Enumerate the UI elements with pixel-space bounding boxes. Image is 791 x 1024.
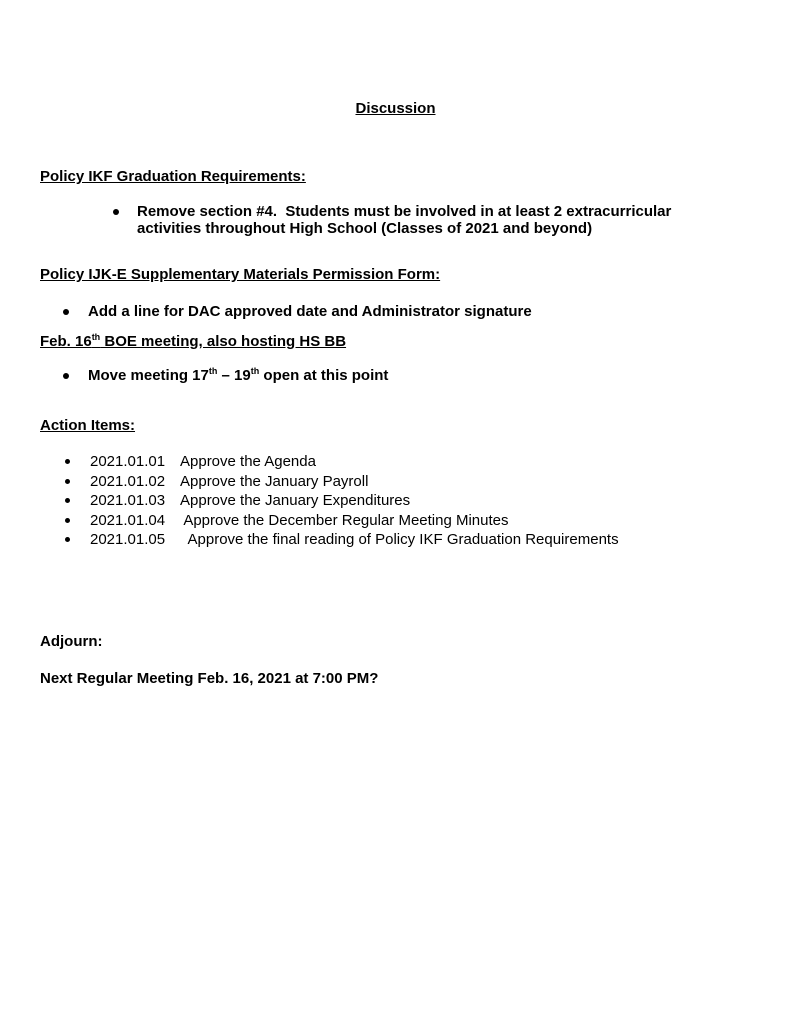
feb-meeting-heading-post: BOE meeting, also hosting HS BB	[100, 333, 347, 350]
document-title: Discussion	[355, 100, 436, 117]
bullet-icon	[113, 209, 119, 215]
ordinal-superscript: th	[208, 366, 218, 376]
policy-ikf-heading: Policy IKF Graduation Requirements:	[40, 168, 306, 185]
bullet-icon	[65, 459, 70, 464]
action-items-list	[0, 452, 791, 550]
ordinal-superscript: th	[250, 366, 260, 376]
feb-meeting-bullet-text	[88, 367, 388, 384]
action-items-heading: Action Items:	[40, 417, 136, 434]
bullet-icon	[65, 518, 70, 523]
bullet-icon	[63, 373, 69, 379]
policy-ijke-heading: Policy IJK-E Supplementary Materials Permission Form:	[40, 266, 441, 283]
action-item-row	[65, 472, 791, 492]
bullet-icon	[65, 537, 70, 542]
bullet-icon	[63, 309, 69, 315]
policy-ikf-bullet	[113, 203, 791, 237]
ordinal-superscript: th	[91, 332, 101, 342]
move-meeting-post: open at this point	[259, 367, 389, 384]
action-item-text: Approve the January Payroll	[180, 472, 369, 490]
action-item-id: 2021.01.02	[90, 472, 166, 490]
bullet-icon	[65, 479, 70, 484]
policy-ijke-bullet	[63, 303, 791, 320]
action-item-row	[65, 530, 791, 550]
action-item-text: Approve the January Expenditures	[180, 492, 411, 509]
next-meeting-note: Next Regular Meeting Feb. 16, 2021 at 7:00 PM?	[40, 669, 379, 687]
adjourn-label: Adjourn:	[40, 632, 103, 650]
action-item-id: 2021.01.05	[90, 531, 166, 548]
action-item-row	[65, 511, 791, 531]
action-item-text: Approve the final reading of Policy IKF Graduation Requirements	[180, 531, 619, 548]
action-item-id: 2021.01.03	[90, 492, 166, 509]
action-item-id: 2021.01.04	[90, 511, 166, 529]
action-item-id: 2021.01.01	[90, 453, 166, 470]
move-meeting-mid: – 19	[217, 367, 251, 384]
feb-meeting-heading	[40, 333, 791, 351]
move-meeting-pre: Move meeting 17	[88, 367, 209, 384]
action-item-text: Approve the Agenda	[180, 453, 316, 470]
feb-meeting-heading-pre: Feb. 16	[40, 333, 92, 350]
policy-ikf-bullet-text: Remove section #4. Students must be involved in at least 2 extracurricular activities throughout High School (Classes of 2021 and beyond)	[137, 203, 676, 237]
action-item-row	[65, 491, 791, 511]
action-item-text: Approve the December Regular Meeting Minutes	[180, 511, 509, 529]
action-item-row	[65, 452, 791, 472]
policy-ijke-bullet-text: Add a line for DAC approved date and Administrator signature	[88, 303, 532, 320]
bullet-icon	[65, 498, 70, 503]
feb-meeting-bullet	[63, 367, 791, 384]
